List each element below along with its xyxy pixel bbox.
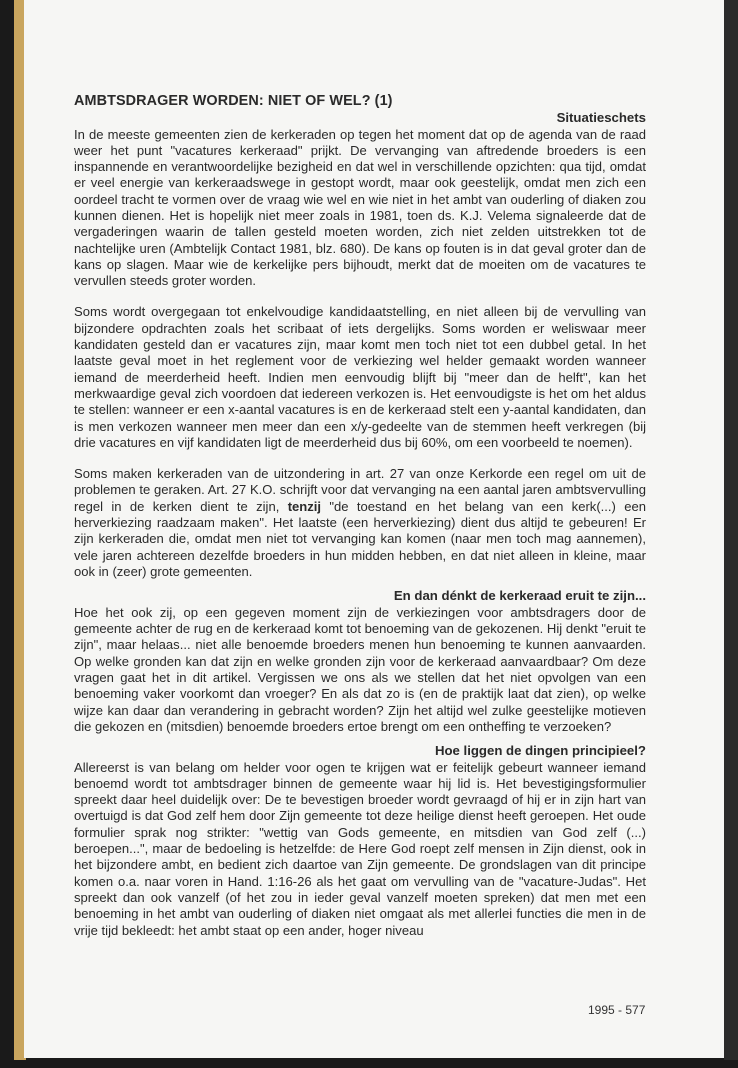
paragraph-text: In de meeste gemeenten zien de kerkeraden op tegen het moment dat op de agenda van de raad weer het punt "vacatures kerkeraad" prijkt. De vervanging van aftredende broeders is een inspannende en verantwoordelijke bezigheid en dat wel in verschillende opzichten: qua tijd, omdat er veel energie van kerkeraadswege in gestopt wordt, maar ook geestelijk, omdat men zich een oordeel tracht te vormen over de vraag wie wel en wie niet in het ambt van ouderling of diaken zou kunnen dienen. Het is hopelijk niet meer zoals in 1981, toen ds. K.J. Velema signaleerde dat de vergaderingen waarin de tallen gesteld moeten worden, zich niet zelden uitstrekken tot de nachtelijke uren (Ambtelijk Contact 1981, blz. 680). De kans op fouten is in dat geval groter dan de kans op slagen. Maar wie de kerkelijke pers bijhoudt, merkt dat de moeiten om de vacatures te vervullen steeds groter worden. — [74, 126, 646, 289]
article-title: AMBTSDRAGER WORDEN: NIET OF WEL? (1) — [74, 93, 393, 109]
paragraph-text: Soms wordt overgegaan tot enkelvoudige kandidaatstelling, en niet alleen bij de vervulling van bijzondere opdrachten zoals het scribaat of iets dergelijks. Soms worden er weliswaar meer kandidaten gesteld dan er vacatures zijn, maar komt men toch niet tot een dubbel getal. In het laatste geval moet in het reglement voor de verkiezing wel helder gemaakt worden wanneer iemand de meerderheid heeft. Indien men eenvoudig blijft bij "meer dan de helft", kan het merkwaardige geval zich voordoen dat iedereen verkozen is. Het eenvoudigste is het om het aldus te stellen: wanneer er een x-aantal vacatures is en de kerkeraad stelt een y-aantal kandidaten, dan is men verkozen wanneer men meer dan een x/y-gedeelte van de stemmen heeft verkregen (bij drie vacatures en vijf kandidaten ligt de meerderheid dus bij 60%, om een voorbeeld te noemen). — [74, 304, 646, 450]
page-edge — [724, 0, 738, 1060]
article — [74, 92, 646, 939]
section-heading-situatieschets: Situatieschets — [556, 110, 646, 125]
section-heading-kerkeraad: En dan dénkt de kerkeraad eruit te zijn... — [393, 588, 646, 604]
paragraph-text: Allereerst is van belang om helder voor ogen te krijgen wat er feitelijk gebeurt wanneer iemand benoemd wordt tot ambtsdrager binnen de gemeente waar hij lid is. Het bevestigingsformulier spreekt daar heel duidelijk over: De te bevestigen broeder wordt gevraagd of hij er in zijn hart van overtuigd is dat God zelf hem door Zijn gemeente tot deze heilige dienst heeft geroepen. Het oude formulier sprak nog strikter: "wettig van Gods gemeente, en mitsdien van God zelf (...) beroepen...", maar de bedoeling is hetzelfde: de Here God roept zelf mensen in Zijn dienst, ook in het bijzondere ambt, en bedient zich daartoe van Zijn gemeente. De grondslagen van dit principe komen o.a. naar voren in Hand. 1:16-26 als het gaat om vervulling van de "vacature-Judas". Het spreekt dan ook vanzelf (of het zou in ieder geval vanzelf moeten spreken) dat men met een benoeming in het ambt van ouderling of diaken niet omgaat als met allerlei functies die men in de vrije tijd bekleedt: het ambt staat op een ander, hoger niveau — [74, 759, 646, 938]
page-number: 1995 - 577 — [588, 1003, 646, 1017]
paragraph-text: Hoe het ook zij, op een gegeven moment zijn de verkiezingen voor ambtsdragers door de gemeente achter de rug en de kerkeraad komt tot benoeming van de gekozenen. Hij denkt "eruit te zijn", maar helaas... niet alle benoemde broeders menen hun benoeming te kunnen aanvaarden. Op welke gronden kan dat zijn en welke gronden zijn voor de kerkeraad aanvaardbaar? Om deze vragen gaat het in dit artikel. Vergissen we ons als we stellen dat het niet opvolgen van een benoeming vaker voorkomt dan vroeger? En als dat zo is (en de praktijk laat dat zien), op welke wijze kan daar dan verandering in gebracht worden? Zijn het altijd wel zulke geestelijke motieven die gekozen en (mitsdien) benoemde broeders ertoe brengt om een ontheffing te verzoeken? — [74, 604, 646, 734]
paragraph-text: Soms maken kerkeraden van de uitzondering in art. 27 van onze Kerkorde een regel om uit de problemen te geraken. Art. 27 K.O. schrijft voor dat vervanging na een aantal jaren ambtsvervulling regel in de kerken dient te zijn, — [74, 466, 646, 514]
paragraph — [74, 127, 646, 290]
paragraph — [74, 304, 646, 451]
section-heading-principieel: Hoe liggen de dingen principieel? — [434, 743, 646, 759]
paragraph — [74, 760, 646, 939]
emphasis-text: tenzij — [287, 498, 322, 514]
paragraph — [74, 605, 646, 735]
paragraph — [74, 466, 646, 580]
paragraph-text: "de toestand en het belang van een kerk(...) een herverkiezing raadzaam maken". Het laatste (een herverkiezing) dient dus altijd te gebeuren! Er zijn kerkeraden die, omdat men niet tot vervanging kan komen (naar men toch mag aannemen), vele jaren achtereen dezelfde broeders in hun midden hebben, en dat niet alleen in kleine, maar ook in (zeer) grote gemeenten. — [74, 498, 647, 579]
